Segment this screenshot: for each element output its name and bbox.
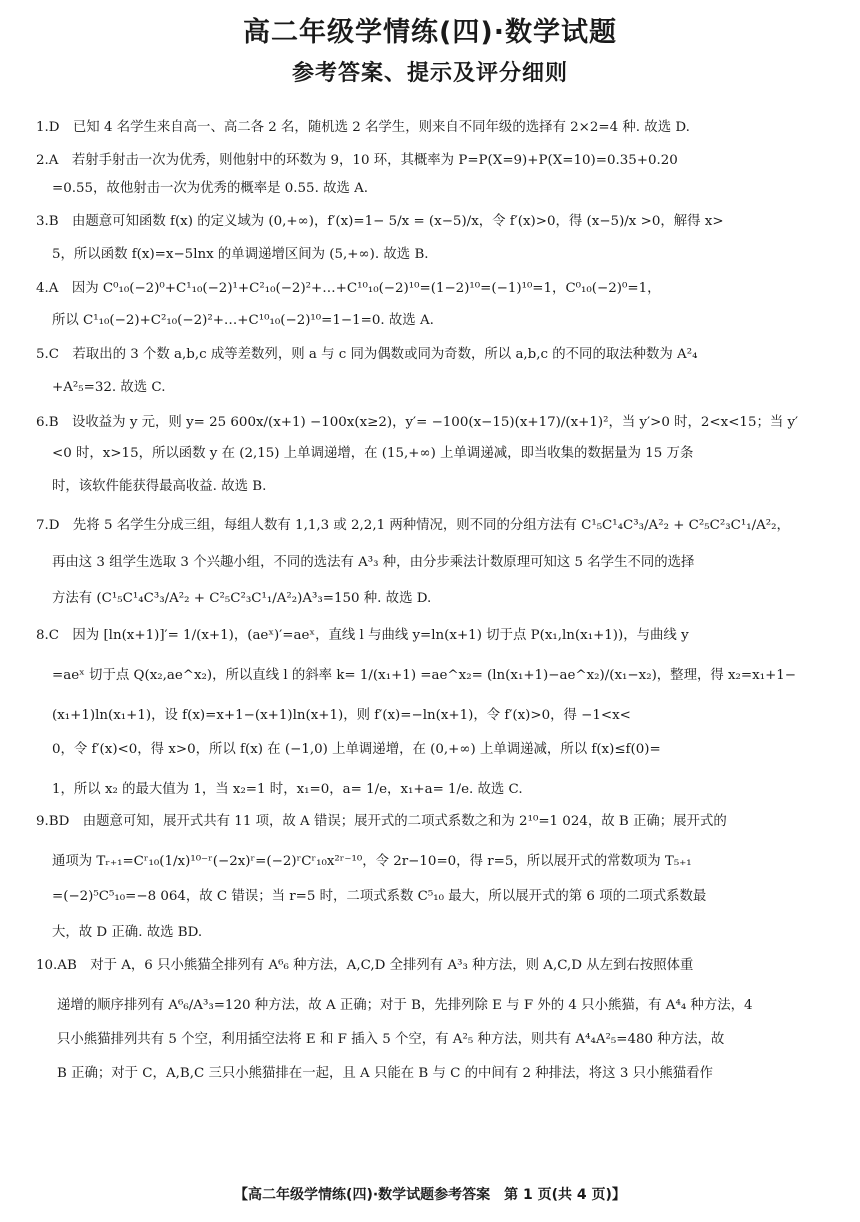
page-subtitle: 参考答案、提示及评分细则 (291, 61, 568, 86)
answer-line-text: 2.A 若射手射击一次为优秀，则他射中的环数为 9，10 环，其概率为 P=P(X=9)+P(X=10)=0.35+0.20 (36, 153, 678, 168)
answer-line-text: =0.55，故他射击一次为优秀的概率是 0.55. 故选 A. (52, 181, 369, 196)
answer-line-text: 10.AB 对于 A，6 只小熊猫全排列有 A⁶₆ 种方法，A,C,D 全排列有 A³₃ 种方法，则 A,C,D 从左到右按照体重 (36, 958, 694, 973)
answer-line-text: 7.D 先将 5 名学生分成三组，每组人数有 1,1,3 或 2,2,1 两种情况，则不同的分组方法有 C¹₅C¹₄C³₃/A²₂ + C²₅C²₃C¹₁/A²₂， (36, 518, 790, 533)
page-footer: 【高二年级学情练(四)·数学试题参考答案 第 1 页(共 4 页)】 (234, 1187, 626, 1203)
answer-line-text: 6.B 设收益为 y 元，则 y= 25 600x/(x+1) −100x(x≥2)，y′= −100(x−15)(x+17)/(x+1)²，当 y′>0 时，2<x<15；当 y′ (36, 415, 799, 430)
answer-line-text: 5，所以函数 f(x)=x−5lnx 的单调递增区间为 (5,+∞). 故选 B. (52, 247, 429, 262)
answer-line-text: 1，所以 x₂ 的最大值为 1，当 x₂=1 时，x₁=0，a= 1/e，x₁+a= 1/e. 故选 C. (52, 782, 523, 797)
answer-line-text: 再由这 3 组学生选取 3 个兴趣小组，不同的选法有 A³₃ 种，由分步乘法计数原理可知这 5 名学生不同的选择 (52, 555, 695, 570)
answer-line-text: 0，令 f′(x)<0，得 x>0，所以 f(x) 在 (−1,0) 上单调递增，在 (0,+∞) 上单调递减，所以 f(x)≤f(0)= (52, 742, 661, 757)
answer-line-text: 3.B 由题意可知函数 f(x) 的定义域为 (0,+∞)，f′(x)=1− 5/x = (x−5)/x，令 f′(x)>0，得 (x−5)/x >0，解得 x> (36, 214, 724, 229)
answer-line-text: =(−2)⁵C⁵₁₀=−8 064，故 C 错误；当 r=5 时，二项式系数 C⁵₁₀ 最大，所以展开式的第 6 项的二项式系数最 (52, 889, 707, 904)
answer-line-text: B 正确；对于 C，A,B,C 三只小熊猫排在一起，且 A 只能在 B 与 C 的中间有 2 种排法，将这 3 只小熊猫看作 (57, 1066, 713, 1081)
answer-line-text: 只小熊猫排列共有 5 个空，利用插空法将 E 和 F 插入 5 个空，有 A²₅ 种方法，则共有 A⁴₄A²₅=480 种方法，故 (57, 1032, 725, 1047)
answer-line-text: 1.D 已知 4 名学生来自高一、高二各 2 名，随机选 2 名学生，则来自不同年级的选择有 2×2=4 种. 故选 D. (36, 120, 690, 135)
answer-line-text: +A²₅=32. 故选 C. (52, 380, 166, 395)
answer-line-text: 方法有 (C¹₅C¹₄C³₃/A²₂ + C²₅C²₃C¹₁/A²₂)A³₃=150 种. 故选 D. (52, 591, 432, 606)
answer-line-text: 通项为 Tᵣ₊₁=Cʳ₁₀(1/x)¹⁰⁻ʳ(−2x)ʳ=(−2)ʳCʳ₁₀x²ʳ⁻¹⁰，令 2r−10=0，得 r=5，所以展开式的常数项为 T₅₊₁ (52, 854, 692, 869)
answer-line-text: <0 时，x>15，所以函数 y 在 (2,15) 上单调递增，在 (15,+∞) 上单调递减，即当收集的数据量为 15 万条 (52, 446, 694, 461)
answer-line-text: 9.BD 由题意可知，展开式共有 11 项，故 A 错误；展开式的二项式系数之和为 2¹⁰=1 024，故 B 正确；展开式的 (36, 814, 727, 829)
answer-line-text: 所以 C¹₁₀(−2)+C²₁₀(−2)²+…+C¹⁰₁₀(−2)¹⁰=1−1=0. 故选 A. (52, 313, 434, 328)
answer-line-text: 递增的顺序排列有 A⁶₆/A³₃=120 种方法，故 A 正确；对于 B，先排列除 E 与 F 外的 4 只小熊猫，有 A⁴₄ 种方法，4 (57, 998, 753, 1013)
page-title: 高二年级学情练(四)·数学试题 (243, 17, 617, 48)
answer-line-text: 大，故 D 正确. 故选 BD. (52, 925, 203, 940)
answer-line-text: 5.C 若取出的 3 个数 a,b,c 成等差数列，则 a 与 c 同为偶数或同为奇数，所以 a,b,c 的不同的取法种数为 A²₄ (36, 347, 698, 362)
answer-line-text: (x₁+1)ln(x₁+1)，设 f(x)=x+1−(x+1)ln(x+1)，则 f′(x)=−ln(x+1)，令 f′(x)>0，得 −1<x< (52, 708, 631, 723)
answer-line-text: =aeˣ 切于点 Q(x₂,ae^x₂)，所以直线 l 的斜率 k= 1/(x₁+1) =ae^x₂= (ln(x₁+1)−ae^x₂)/(x₁−x₂)，整理，得 x₂=x₁+1− (52, 668, 797, 683)
answer-line-text: 时，该软件能获得最高收益. 故选 B. (52, 479, 267, 494)
answer-line-text: 4.A 因为 C⁰₁₀(−2)⁰+C¹₁₀(−2)¹+C²₁₀(−2)²+…+C¹⁰₁₀(−2)¹⁰=(1−2)¹⁰=(−1)¹⁰=1，C⁰₁₀(−2)⁰=1， (36, 281, 661, 296)
answer-line-text: 8.C 因为 [ln(x+1)]′= 1/(x+1)，(aeˣ)′=aeˣ，直线 l 与曲线 y=ln(x+1) 切于点 P(x₁,ln(x₁+1))，与曲线 y (36, 628, 689, 643)
